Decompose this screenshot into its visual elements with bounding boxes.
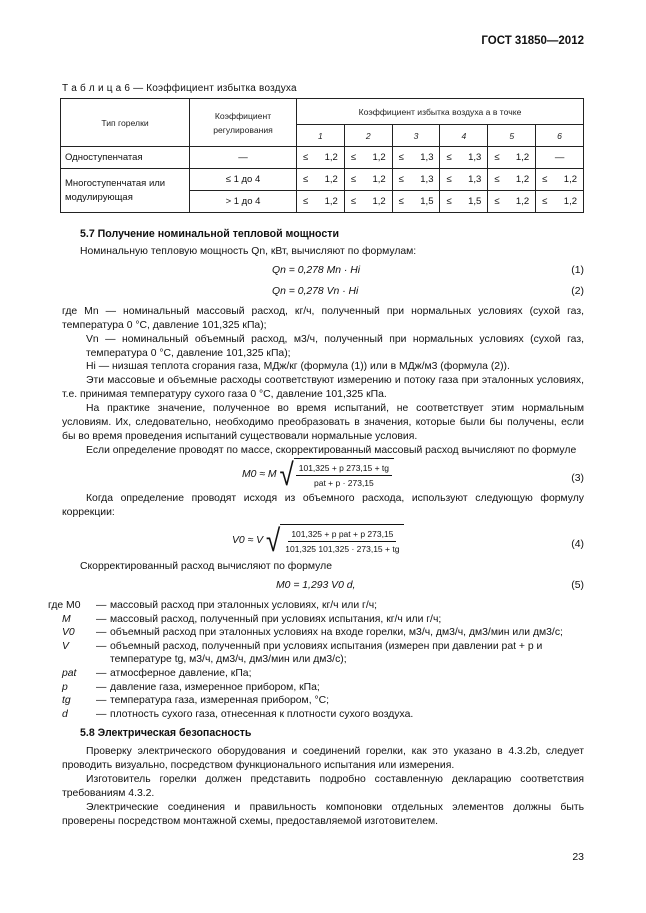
col-header-type: Тип горелки [61,99,190,147]
cell-value [344,191,392,213]
cell-value [440,147,488,169]
table-caption: Т а б л и ц а 6 — Коэффициент избытка воздуха [62,83,297,94]
cell-value [536,169,584,191]
air-excess-table [60,98,584,213]
section-title-5-8: 5.8 Электрическая безопасность [80,727,252,739]
formula-3: M0 ≈ M √ $\frac{101,325 + p 273,15 + tg}{\text{pat + p · 273,15}}$ [242,458,394,490]
cell-value [344,169,392,191]
cell-value [536,191,584,213]
cell-value [344,147,392,169]
definition-text: давление газа, измеренное прибором, кПа; [110,681,320,693]
cell-value [297,191,345,213]
definition-symbol: V0 [62,627,75,639]
definition-symbol: d [62,708,68,720]
paragraph-1: Эти массовые и объемные расходы соответствуют измерению и потоку газа при эталонных условиях, т.е. принимая температуру сухого газа 0 °С, давление 101,325 кПа. [62,375,584,400]
definition-row [62,626,584,640]
formula-4-numerator: 101,325 + p pat + p 273,15 [288,527,396,542]
definition-dash: — [96,640,107,652]
cell-operator: ≤ [398,173,404,185]
definition-row [62,667,584,681]
definition-row [62,694,584,708]
cell-number: 1,5 [468,195,482,207]
definition-dash: — [96,681,107,693]
cell-value [392,147,440,169]
definition-text: атмосферное давление, кПа; [110,667,252,679]
cell-operator: ≤ [494,173,500,185]
intro-text: Номинальную тепловую мощность Qn, кВт, вычисляют по формулам: [80,246,417,257]
point-header: 2 [344,125,392,147]
definition-dash: — [96,695,107,707]
cell-value [488,147,536,169]
cell-number: 1,2 [372,195,386,207]
eq-number-5: (5) [571,580,584,591]
definition-row [62,681,584,695]
cell-operator: ≤ [398,151,404,163]
definition-row [62,613,584,627]
point-header: 6 [536,125,584,147]
formula-3-lhs: M0 ≈ M [242,468,277,480]
eq-number-1: (1) [571,265,584,276]
definition-text: массовый расход, полученный при условиях испытания, кг/ч или г/ч; [110,613,442,625]
formula-1: Qn = 0,278 Mn · Hi [272,265,361,276]
definition-symbol: где M0 [48,600,81,611]
cell-value [536,147,584,169]
point-header: 1 [297,125,345,147]
definition-vn: Vn — номинальный объемный расход, м3/ч, полученный при нормальных условиях (сухой газ, температура 0 °С, давление 101,325 кПа); [86,334,584,359]
definition-symbol: p [62,681,68,693]
cell-operator: ≤ [494,195,500,207]
eq-number-4: (4) [571,539,584,550]
cell-operator: ≤ [350,173,357,185]
definition-dash: — [96,613,107,625]
definition-row [62,640,584,667]
cell-operator: ≤ [303,195,309,207]
cell-regulation: — [190,147,297,169]
symbol-definitions [48,599,584,721]
definition-symbol: tg [62,695,71,707]
paragraph-2: На практике значение, полученное во время испытаний, не соответствует этим нормальным условиям. Их, следовательно, необходимо преобразовать в значения, которые были бы получены, если бы во время проведения испытаний существовали нормальные условия. [62,403,584,442]
page-number: 23 [572,851,584,863]
paragraph-3: Если определение проводят по массе, скорректированный массовый расход вычисляют по формуле [86,445,577,456]
cell-number: 1,3 [420,173,434,185]
cell-regulation: > 1 до 4 [190,191,297,213]
cell-number: 1,2 [372,173,386,185]
cell-number: — [554,151,565,163]
definition-dash: — [96,627,107,639]
cell-type: Многоступенчатая или модулирующая [61,169,190,213]
cell-operator: ≤ [446,195,452,207]
definition-text: объемный расход, полученный при условиях испытания (измерен при давлении pat + p и температуре tg, м3/ч, дм3/ч, дм3/мин или дм3/с); [110,640,543,666]
cell-operator: ≤ [542,195,548,207]
cell-value [297,147,345,169]
cell-operator: ≤ [303,151,309,163]
eq-number-2: (2) [571,286,584,297]
cell-operator: ≤ [494,151,500,163]
formula-3-denominator: pat + p · 273,15 [313,478,374,488]
col-header-group: Коэффициент избытка воздуха а в точке [297,99,584,125]
cell-regulation: ≤ 1 до 4 [190,169,297,191]
definition-text: массовый расход при эталонных условиях, кг/ч или г/ч; [110,600,378,611]
definition-dash: — [96,708,107,720]
definition-mn: где Mn — номинальный массовый расход, кг/ч, полученный при нормальных условиях (сухой газ, температура 0 °С, давление 101,325 кПа); [62,306,584,331]
cell-type: Одноступенчатая [61,147,190,169]
paragraph-5-8-2: Изготовитель горелки должен представить подробно составленную декларацию соответствия требованиям 4.3.2. [62,774,584,799]
cell-number: 1,2 [515,195,530,207]
definition-symbol: V [62,640,69,652]
definition-text: плотность сухого газа, отнесенная к плотности сухого воздуха. [110,708,414,720]
formula-2: Qn = 0,278 Vn · Hi [272,286,359,297]
point-header: 4 [440,125,488,147]
cell-number: 1,2 [563,173,577,185]
cell-number: 1,2 [563,195,577,207]
cell-value [392,169,440,191]
cell-operator: ≤ [398,195,404,207]
cell-operator: ≤ [542,173,548,185]
cell-operator: ≤ [350,151,357,163]
cell-value [440,169,488,191]
definition-symbol: M [62,613,71,625]
formula-4-denominator: 101,325 101,325 · 273,15 + tg [285,544,400,554]
paragraph-5: Скорректированный расход вычисляют по формуле [80,561,332,572]
cell-number: 1,2 [324,151,338,163]
col-header-regulation: Коэффициент регулирования [190,99,297,147]
cell-value [297,169,345,191]
cell-number: 1,3 [468,173,482,185]
formula-3-numerator: 101,325 + p 273,15 + tg [296,461,392,476]
cell-number: 1,5 [420,195,434,207]
cell-operator: ≤ [446,151,452,163]
definition-text: объемный расход при эталонных условиях на входе горелки, м3/ч, дм3/ч, дм3/мин или дм3/с; [110,627,563,639]
cell-operator: ≤ [303,173,309,185]
cell-number: 1,3 [468,151,482,163]
definition-symbol: pat [62,667,77,679]
cell-value [392,191,440,213]
cell-value [488,169,536,191]
cell-number: 1,2 [515,151,530,163]
definition-hi: Hi — низшая теплота сгорания газа, МДж/кг (формула (1)) или в МДж/м3 (формула (2)). [86,361,510,372]
cell-number: 1,2 [324,173,338,185]
paragraph-5-8-1: Проверку электрического оборудования и соединений горелки, как это указано в 4.3.2b, следует проводить визуально, посредством функционального испытания или измерения. [62,746,584,771]
point-header: 5 [488,125,536,147]
cell-value [440,191,488,213]
formula-4-lhs: V0 ≈ V [232,534,264,546]
section-title-5-7: 5.7 Получение номинальной тепловой мощности [80,228,339,240]
cell-operator: ≤ [446,173,452,185]
document-id: ГОСТ 31850—2012 [481,35,584,47]
definition-dash: — [96,667,107,679]
point-header: 3 [392,125,440,147]
definition-row [62,708,584,722]
formula-4: V0 ≈ V √ $\frac{\text{101,325 + p pat + p 273,15}}{101,325 101,325 \cdot 273,15 + tg}$ [232,524,404,556]
paragraph-5-8-3: Электрические соединения и правильность компоновки отдельных элементов должны быть проверены посредством монтажной схемы, предоставляемой изготовителем. [62,802,584,827]
cell-value [488,191,536,213]
cell-number: 1,2 [515,173,530,185]
cell-operator: ≤ [350,195,357,207]
cell-number: 1,2 [324,195,338,207]
cell-number: 1,3 [420,151,434,163]
table-row [61,169,584,191]
definition-dash: — [96,600,107,611]
paragraph-4: Когда определение проводят исходя из объемного расхода, используют следующую формулу коррекции: [62,493,584,518]
table-row [61,147,584,169]
eq-number-3: (3) [571,473,584,484]
definition-row [48,599,584,613]
definition-text: температура газа, измеренная прибором, °С; [110,695,330,707]
formula-5: M0 = 1,293 V0 d, [276,580,356,591]
cell-number: 1,2 [372,151,386,163]
